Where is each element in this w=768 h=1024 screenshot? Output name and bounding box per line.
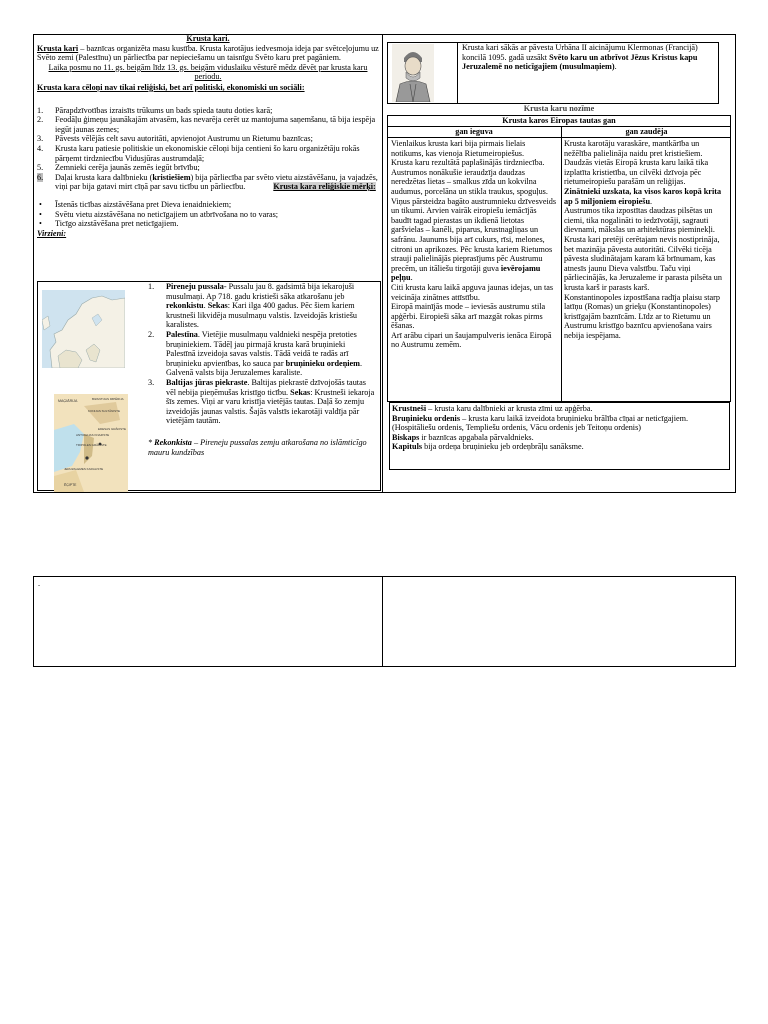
gain-paragraph: Eiropā mainījās mode – ieviesās austrumu stila apģērbi. Eiropieši sāka arī mazgāt rokas pirms ēšanas. xyxy=(391,302,546,331)
rekonkista-note: * Rekonkista – Pireneju pussalas zemju atkarošana no islāmticīgo mauru kundzības xyxy=(148,437,367,457)
loss-paragraph: Konstantinopoles izpostīšana radīja plaisu starp latīņu (Romas) un grieķu (Konstantinopoles) kristīgajām baznīcām. Līdz ar to Rietumu un Austrumu kristīgo baznīcu apvienošana vairs nebija iespējama. xyxy=(564,292,720,340)
gain-paragraph: Krusta karu rezultātā paplašinājās tirdzniecība. Austrumos nonākušie ieraudzīja daudzas neredzētas lietas – smalkus zīda un kokvilna audumus, porcelāna un stikla traukus, spoguļus. Viņus pārsteidza bagāto austrumnieku dzīvesveids un tikumi. Arvien vairāk eiropiešu iemācījās baudīt tagad pierastas un ikdienā lietotas garšvielas – kanēli, piparus, krustnagliņas un safrānu. Jaunums bija arī cukurs, rīsi, melones, citroni un aprikozes. Pēc krusta kariem Rietumos strauji palielinājās pieprasījums pēc Austrumu precēm, un itāliešu tirgotāji guva ievērojamu peļņu. xyxy=(391,158,557,283)
terms-text xyxy=(392,404,726,452)
map-label: KONIJAS SULTĀNISTE xyxy=(88,409,120,413)
definition-text: – baznīcas organizēta masu kustība. Krusta karotājus iedvesmoja ideja par svētceļojumu uz Svēto zemi (Palestīnu) un pārliecība par nepieciešamu un taisnīgu Svēto karu pret pagāniem. xyxy=(37,43,379,63)
term-item: Biskaps ir baznīcas apgabala pārvaldnieks. xyxy=(392,432,534,442)
loss-paragraph: Austrumos tika izpostītas daudzas pilsētas un ciemi, tika nogalināti to iedzīvotāji, sagrauti dievnami, mākslas un arhitektūras pieminekļi. xyxy=(564,206,715,235)
map-label: ĒĢIPTE xyxy=(64,483,77,487)
cause-item-6: 6. Daļai krusta kara dalībnieku (kristiešiem) bija pārliecība par svēto vietu aizstāvēšanu, ja vajadzēs, viņi par bija gatavi mirt cīņā par savu ticību un pārliecību. Krusta kara reliģiskie mērķi: xyxy=(37,172,378,192)
cause-item: 1. Pārapdzīvotības izraisīts trūkums un bads spieda tautu doties karā; xyxy=(37,105,273,115)
cause-item: 4. Krusta karu patiesie politiskie un ekonomiskie cēloņi bija centieni šo karu organizētāju rokās pārņemt tirdzniecību Vidusjūras austrumdaļā; xyxy=(37,143,360,163)
definition-paragraph xyxy=(37,44,379,63)
causes-heading: Krusta kara cēloņi nav tikai reliģiski, bet arī politiski, ekonomiski un sociāli: xyxy=(37,82,305,92)
intro-text: Krusta kari sākās ar pāvesta Urbāna II aicinājumu Klermonas (Francijā) koncilā 1095. gadā uzsākt Svēto karu un atbrīvot Jēzus Kristus kapu Jeruzalemē no neticīgajiem (musulmaņiem). xyxy=(462,43,698,72)
gain-column xyxy=(391,139,558,350)
gain-loss-column-divider xyxy=(561,126,562,402)
directions-list xyxy=(148,282,376,426)
gain-loss-header-divider xyxy=(387,137,731,138)
map-label: MAĢIĀRIJA xyxy=(58,399,78,403)
map-label: JERUZALEMES KARALISTE xyxy=(64,467,104,471)
term-item: Krustneši – krusta karu dalībnieki ar krusta zīmi uz apģērba. xyxy=(392,404,593,413)
crusader-states-map-icon xyxy=(54,394,128,492)
bottom-mark: . xyxy=(38,579,41,588)
loss-heading: gan zaudēja xyxy=(625,127,668,136)
directions-heading: Virzieni: xyxy=(37,228,67,238)
page-title: Krusta kari. xyxy=(186,34,230,43)
direction-item: 2. Palestīna. Vietējie musulmaņu valdnieki nespēja pretoties bruņiniekiem. Tādēļ jau pirmajā krusta karā bruņinieki Palestīnā izveidoja savas valstis. Tādā veidā te radās arī bruņinieku apvienības, ko sauca par bruņinieku ordeņiem. Galvenā valsts bija Jeruzalemes karaliste. xyxy=(148,329,363,378)
goal-item: • Ticīgo aizstāvēšana pret neticīgajiem. xyxy=(39,219,179,229)
causes-list xyxy=(37,106,379,192)
goals-list xyxy=(37,200,379,229)
gain-paragraph: Vienlaikus krusta kari bija pirmais lielais notikums, kas vienoja Rietumeiropiešus. xyxy=(391,139,526,158)
cause-item: 5. Zemnieki cerēja jaunās zemēs iegūt brīvību; xyxy=(37,163,200,173)
definition-term: Krusta kari xyxy=(37,43,79,53)
pope-portrait-image xyxy=(392,44,434,102)
pope-portrait-icon xyxy=(392,44,434,102)
direction-item: 3. Baltijas jūras piekraste. Baltijas piekrastē dzīvojošās tautas vēl nebija pieņēmušas kristīgo ticību. Sekas: Krustneši iekaroja šīs zemes. Viņi ar varu kristīja vietējās tautas. Daļā šo zemju izveidojās jaunas valstis. Šajās valstīs iekarotāji valdīja pār vietējām tautām. xyxy=(148,377,375,426)
loss-paragraph: Krusta karotāju varaskāre, mantkārība un nežēlība palielināja naidu pret kristiešiem. xyxy=(564,139,703,158)
europe-title: Krusta karos Eiropas tautas gan xyxy=(502,116,616,125)
loss-paragraph: Zinātnieki uzskata, ka visos karos kopā krita ap 5 miljoniem eiropiešu. xyxy=(564,186,722,206)
gain-heading: gan ieguva xyxy=(455,127,493,136)
gain-paragraph: Citi krusta karu laikā apguva jaunas idejas, un tas veicināja zinātnes attīstību. xyxy=(391,282,554,302)
europe-map-image xyxy=(42,290,125,368)
map-label: BIZANTIJAS IMPĒRIJA xyxy=(92,397,124,401)
significance-heading: Krusta karu nozīme xyxy=(523,104,595,113)
gain-paragraph: Arī arābu cipari un šaujampulveris ienāca Eiropā no Austrumu zemēm. xyxy=(391,330,552,350)
goal-item: • Īstenās ticības aizstāvēšana pret Dieva ienaidniekiem; xyxy=(39,199,232,209)
term-item: Bruņinieku ordenis – krusta karu laikā izveidota bruņinieku brālība cīņai ar neticīgajiem. (Hospitāliešu ordenis, Templiešu ordenis, Vācu ordenis jeb Teitoņu ordenis) xyxy=(392,413,689,433)
goal-item: • Svētu vietu aizstāvēšana no neticīgajiem un atbrīvošana no to varas; xyxy=(39,209,279,219)
term-item: Kapituls bija ordeņa bruņinieku jeb ordeņbrāļu sanāksme. xyxy=(392,442,584,452)
cause-item: 3. Pāvests vēlējās celt savu autoritāti, apvienojot Austrumu un Rietumu baznīcas; xyxy=(37,134,313,144)
loss-paragraph: Krusta kari pretēji cerētajam nevis nostiprināja, bet mazināja pāvesta autoritāti. Cilvēki ticēja pāvesta sludinātajam karam kā brīnumam, kas atnesīs jaunu Dieva valstību. Taču viņi pārliecinājās, ka Jeruzaleme ir parasta pilsēta un krusta karš ir parasts karš. xyxy=(564,234,722,292)
intro-portrait-divider xyxy=(457,42,458,104)
crusader-states-map-image xyxy=(54,394,128,492)
loss-paragraph: Daudzās vietās Eiropā krusta karu laikā tika izplatīta kristietība, un cilvēki dzīvoja pēc rietumeiropiešu parašām un reliģijas. xyxy=(564,158,709,187)
rekonkista-term: Rekonkista xyxy=(154,437,192,447)
loss-column xyxy=(564,139,728,340)
map-label: EDESAS GRĀFISTE xyxy=(98,427,127,431)
europe-map-icon xyxy=(42,290,125,368)
top-center-divider xyxy=(382,34,383,493)
bottom-center-divider xyxy=(382,576,383,667)
cause-item: 2. Feodāļu ģimeņu jaunākajām atvasēm, kas nevarēja cerēt uz mantojuma saņemšanu, tā bija iespēja iegūt jaunas zemes; xyxy=(37,115,376,134)
directions-text xyxy=(148,282,376,457)
map-label: ANTIOHIJAS KNAZISTE xyxy=(76,433,110,437)
period-text: Laika posmu no 11. gs. beigām līdz 13. gs. beigām viduslaiku vēsturē mēdz dēvēt par krusta karu periodu. xyxy=(48,62,368,82)
direction-item: 1. Pireneju pussala- Pussalu jau 8. gadsimtā bija iekarojuši musulmaņi. Ap 718. gadu kristieši sāka atkarošanu jeb rekonkistu. Sekas: Kari ilga 400 gadus. Pēc šiem kariem krustneši likvidēja musulmaņu valstis. Izveidojās kristiešu karalistes. xyxy=(148,282,358,330)
goals-heading: Krusta kara reliģiskie mērķi: xyxy=(273,182,376,192)
left-column xyxy=(37,34,379,238)
bottom-page-frame xyxy=(33,576,736,667)
map-label: TRIPOLES GRĀFISTE xyxy=(76,443,107,447)
